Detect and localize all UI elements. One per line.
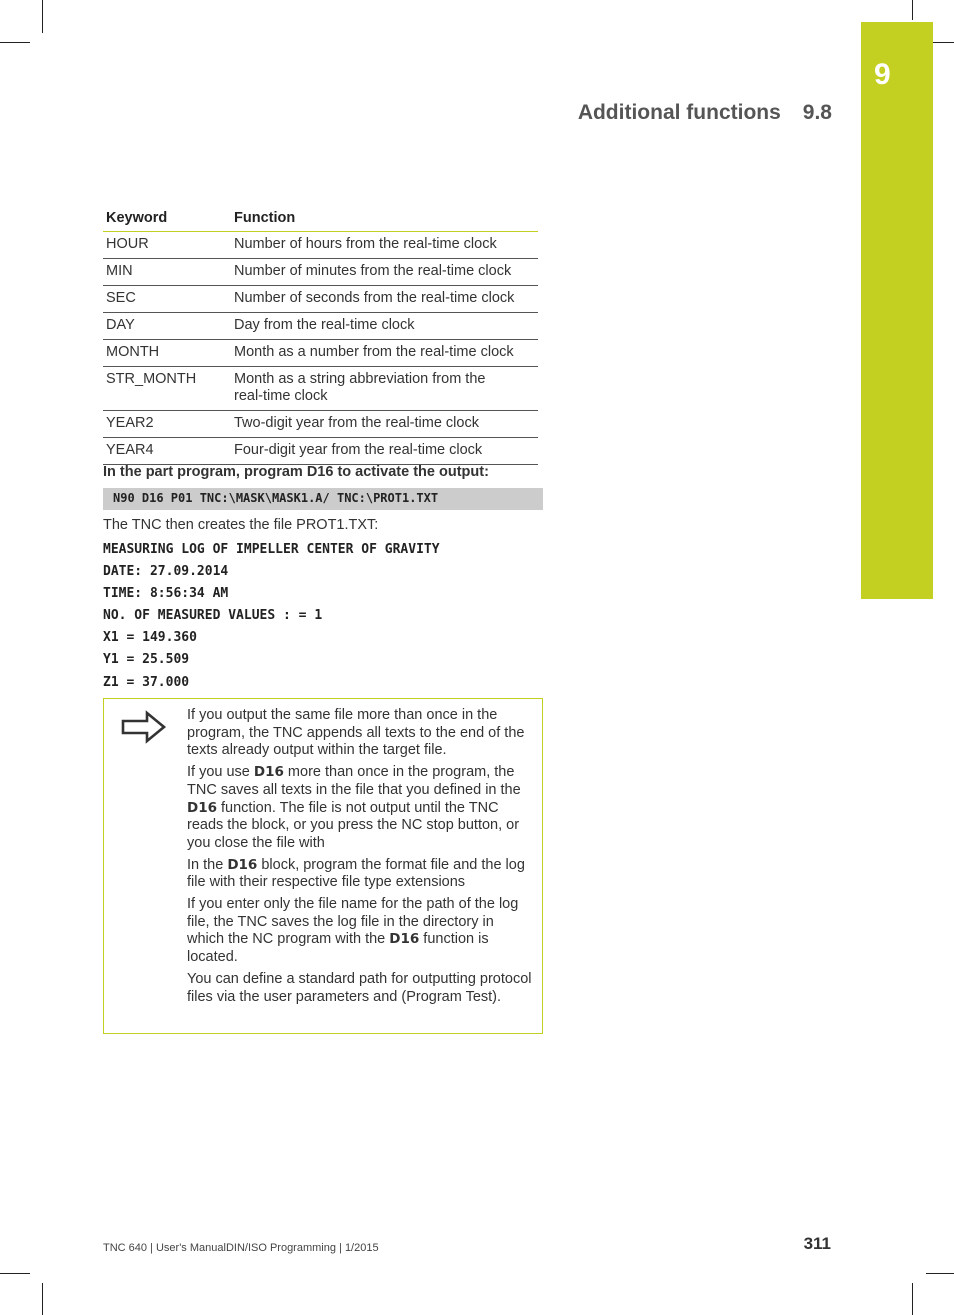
header-title: Additional functions bbox=[577, 101, 781, 124]
column-header-function: Function bbox=[231, 206, 538, 232]
log-line: MEASURING LOG OF IMPELLER CENTER OF GRAVITY bbox=[103, 542, 440, 557]
log-line: TIME: 8:56:34 AM bbox=[103, 586, 229, 602]
function-cell: Four-digit year from the real-time clock bbox=[231, 438, 538, 465]
column-header-keyword: Keyword bbox=[103, 206, 231, 232]
note-paragraph: If you use D16 more than once in the program, the TNC saves all texts in the file that you defined in the D16 function. The file is not output until the TNC reads the block, or you press the NC stop button, or you close the file with bbox=[187, 764, 521, 851]
keyword-cell: DAY bbox=[103, 313, 231, 340]
table-row bbox=[103, 411, 538, 438]
chapter-tab bbox=[861, 22, 933, 599]
function-cell: Number of seconds from the real-time clock bbox=[231, 286, 538, 313]
crop-mark bbox=[926, 1273, 954, 1274]
crop-mark bbox=[42, 1283, 43, 1315]
table-row bbox=[103, 367, 538, 411]
page-number: 311 bbox=[803, 1234, 831, 1253]
keyword-cell: STR_MONTH bbox=[103, 367, 231, 411]
note-paragraph: You can define a standard path for outputting protocol files via the user parameters and (Program Test). bbox=[187, 970, 532, 1005]
keyword-cell: YEAR2 bbox=[103, 411, 231, 438]
function-cell: Day from the real-time clock bbox=[231, 313, 538, 340]
function-cell: Month as a string abbreviation from the real-time clock bbox=[231, 367, 538, 411]
keyword-table bbox=[103, 206, 538, 465]
log-line: NO. OF MEASURED VALUES : = 1 bbox=[103, 608, 323, 624]
table-row bbox=[103, 340, 538, 367]
note-text bbox=[187, 707, 532, 1010]
table-row bbox=[103, 313, 538, 340]
footer-text: TNC 640 | User's ManualDIN/ISO Programming | 1/2015 bbox=[103, 1242, 379, 1254]
instruction-heading: In the part program, program D16 to activate the output: bbox=[103, 464, 489, 480]
keyword-cell: HOUR bbox=[103, 232, 231, 259]
table-header-row bbox=[103, 206, 538, 232]
note-paragraph: If you output the same file more than once in the program, the TNC appends all texts to the end of the texts already output within the target file. bbox=[187, 707, 525, 759]
code-block bbox=[103, 488, 543, 510]
crop-mark bbox=[0, 1273, 30, 1274]
code-line: N90 D16 P01 TNC:\MASK\MASK1.A/ TNC:\PROT1.TXT bbox=[113, 491, 439, 505]
note-paragraph: In the D16 block, program the format file and the log file with their respective file type extensions bbox=[187, 856, 525, 891]
function-cell: Two-digit year from the real-time clock bbox=[231, 411, 538, 438]
page-header bbox=[578, 101, 832, 125]
crop-mark bbox=[42, 0, 43, 33]
table-row bbox=[103, 259, 538, 286]
function-cell: Month as a number from the real-time clock bbox=[231, 340, 538, 367]
keyword-cell: MIN bbox=[103, 259, 231, 286]
function-cell: Number of hours from the real-time clock bbox=[231, 232, 538, 259]
table-row bbox=[103, 286, 538, 313]
crop-mark bbox=[0, 42, 30, 43]
crop-mark bbox=[912, 1283, 913, 1315]
note-paragraph: If you enter only the file name for the path of the log file, the TNC saves the log file in the directory in which the NC program with the D16 function is located. bbox=[187, 896, 519, 966]
table-row bbox=[103, 232, 538, 259]
log-output bbox=[103, 539, 440, 694]
chapter-number: 9 bbox=[874, 58, 891, 91]
arrow-right-icon bbox=[121, 710, 167, 749]
log-line: X1 = 149.360 bbox=[103, 630, 197, 646]
intro-text: The TNC then creates the file PROT1.TXT: bbox=[103, 517, 379, 533]
log-line: Z1 = 37.000 bbox=[103, 674, 190, 690]
keyword-cell: YEAR4 bbox=[103, 438, 231, 465]
note-box bbox=[103, 698, 543, 1034]
function-cell: Number of minutes from the real-time clock bbox=[231, 259, 538, 286]
keyword-cell: MONTH bbox=[103, 340, 231, 367]
crop-mark bbox=[912, 0, 913, 20]
table-row bbox=[103, 438, 538, 465]
header-section: 9.8 bbox=[802, 101, 832, 124]
log-line: Y1 = 25.509 bbox=[103, 652, 190, 668]
log-line: DATE: 27.09.2014 bbox=[103, 564, 229, 580]
keyword-cell: SEC bbox=[103, 286, 231, 313]
